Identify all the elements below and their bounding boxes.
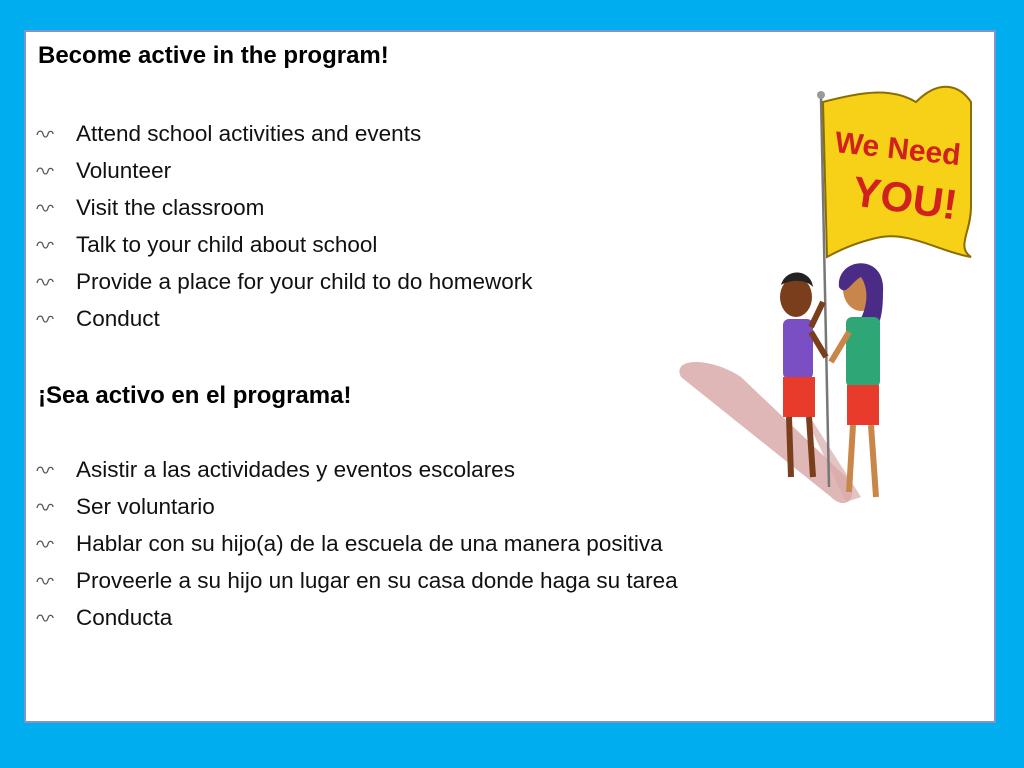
slide-panel: [24, 30, 996, 723]
swirl-bullet-icon: [36, 465, 62, 475]
spanish-list: [36, 451, 678, 636]
swirl-bullet-icon: [36, 314, 62, 324]
list-item-text: Talk to your child about school: [76, 231, 378, 257]
list-item-text: Volunteer: [76, 157, 172, 183]
list-item-text: Conducta: [76, 604, 173, 630]
list-item: [36, 525, 678, 562]
svg-text:YOU!: YOU!: [849, 167, 961, 229]
list-item-text: Conduct: [76, 305, 160, 331]
swirl-bullet-icon: [36, 613, 62, 623]
list-item-text: Proveerle a su hijo un lugar en su casa donde haga su tarea: [76, 567, 678, 593]
list-item-text: Attend school activities and events: [76, 120, 422, 146]
swirl-bullet-icon: [36, 240, 62, 250]
list-item-text: Visit the classroom: [76, 194, 265, 220]
svg-text:We Need: We Need: [833, 126, 963, 173]
spanish-title: ¡Sea activo en el programa!: [38, 382, 352, 409]
swirl-bullet-icon: [36, 576, 62, 586]
swirl-bullet-icon: [36, 203, 62, 213]
list-item-text: Provide a place for your child to do homework: [76, 268, 533, 294]
list-item: [36, 152, 532, 189]
list-item: [36, 599, 678, 636]
swirl-bullet-icon: [36, 502, 62, 512]
swirl-bullet-icon: [36, 166, 62, 176]
list-item: [36, 451, 678, 488]
list-item: [36, 562, 678, 599]
list-item: [36, 189, 532, 226]
list-item: [36, 226, 532, 263]
list-item: [36, 263, 532, 300]
swirl-bullet-icon: [36, 277, 62, 287]
list-item-text: Ser voluntario: [76, 493, 215, 519]
list-item: [36, 300, 532, 337]
list-item: [36, 488, 678, 525]
swirl-bullet-icon: [36, 129, 62, 139]
list-item-text: Hablar con su hijo(a) de la escuela de una manera positiva: [76, 530, 663, 556]
swirl-bullet-icon: [36, 539, 62, 549]
list-item: [36, 115, 532, 152]
english-title: Become active in the program!: [38, 42, 389, 69]
list-item-text: Asistir a las actividades y eventos escolares: [76, 456, 515, 482]
we-need-you-kids-flag-icon: [671, 57, 991, 527]
english-list: [36, 115, 532, 337]
